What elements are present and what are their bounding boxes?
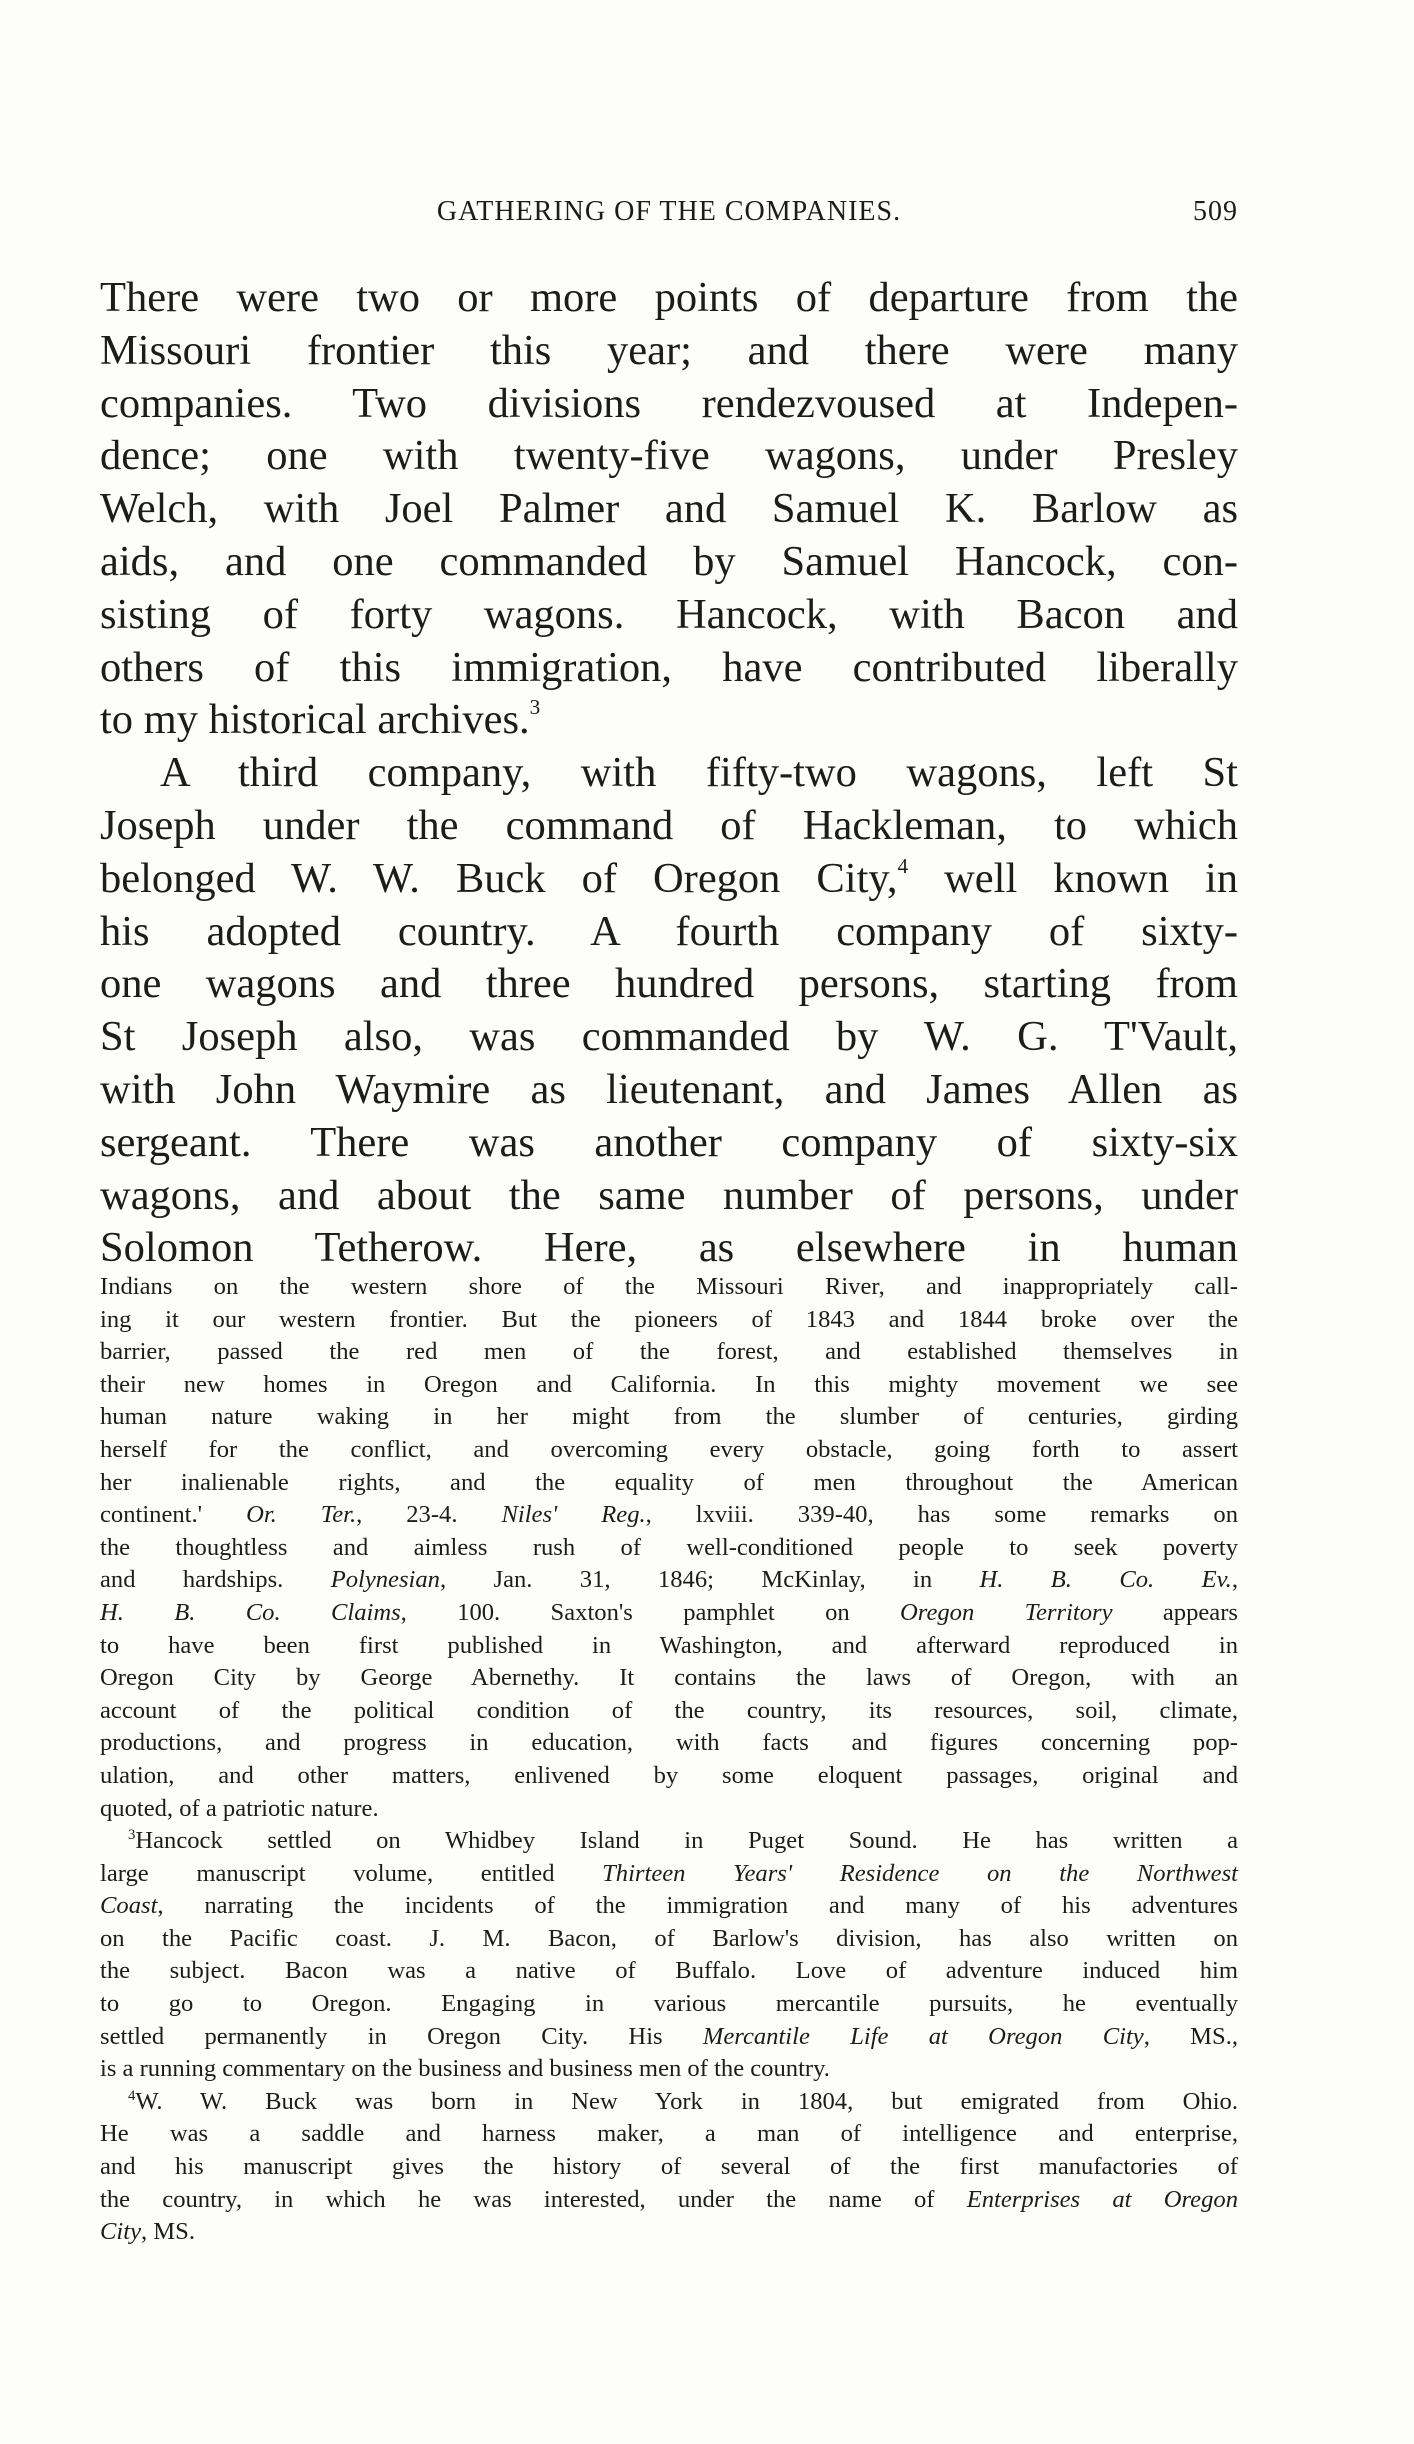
text-line: A third company, with fifty-two wagons, left St xyxy=(160,749,1238,797)
footnotes xyxy=(100,1271,1238,2249)
text-fragment: Hancock settled on Whidbey Island in Puget Sound. He has written a xyxy=(135,1827,1238,1855)
footnote-line: her inalienable rights, and the equality of men throughout the American xyxy=(100,1468,1238,1496)
text-line: his adopted country. A fourth company of sixty- xyxy=(100,907,1238,955)
footnote-line: quoted, of a patriotic nature. xyxy=(100,1794,379,1822)
citation-title: Polynesian xyxy=(330,1566,440,1594)
text-fragment: , xyxy=(1231,1566,1238,1594)
citation-title: Or. Ter. xyxy=(246,1501,357,1529)
text-line: companies. Two divisions rendezvoused at Indepen- xyxy=(100,379,1238,427)
footnote-line: barrier, passed the red men of the forest, and established themselves in xyxy=(100,1338,1238,1366)
text-line: sisting of forty wagons. Hancock, with Bacon and xyxy=(100,590,1238,638)
footnote-line xyxy=(100,1499,1238,1532)
citation-title: Niles' Reg. xyxy=(501,1501,646,1529)
footnote-line: to have been first published in Washington, and afterward reproduced in xyxy=(100,1631,1238,1659)
text-fragment: continent.' xyxy=(100,1501,247,1529)
footnote-line xyxy=(100,1597,1238,1630)
footnote-line: and his manuscript gives the history of several of the first manufactories of xyxy=(100,2153,1238,2181)
text-line: Joseph under the command of Hackleman, to which xyxy=(100,801,1238,849)
text-line: St Joseph also, was commanded by W. G. T'Vault, xyxy=(100,1013,1238,1061)
text-fragment: well known in xyxy=(908,854,1239,902)
footnote-line: the thoughtless and aimless rush of well-conditioned people to seek poverty xyxy=(100,1533,1238,1561)
text-line: Solomon Tetherow. Here, as elsewhere in human xyxy=(100,1224,1238,1272)
citation-title: Oregon Territory xyxy=(900,1598,1113,1626)
footnote-line xyxy=(100,2216,1238,2249)
running-head-title: GATHERING OF THE COMPANIES. xyxy=(436,196,902,227)
text-fragment: W. W. Buck was born in New York in 1804, but emigrated from Ohio. xyxy=(135,2087,1238,2115)
text-line: Welch, with Joel Palmer and Samuel K. Barlow as xyxy=(100,485,1238,533)
text-fragment: appears xyxy=(1112,1598,1238,1626)
footnote-line: their new homes in Oregon and California. In this mighty movement we see xyxy=(100,1370,1238,1398)
footnote-line xyxy=(100,1825,1238,1858)
text-line: aids, and one commanded by Samuel Hancock, con- xyxy=(100,537,1238,585)
text-fragment: , narrating the incidents of the immigration and many of his adventures xyxy=(157,1892,1238,1920)
footnote-line: herself for the conflict, and overcoming every obstacle, going forth to assert xyxy=(100,1435,1238,1463)
footnote-line: the subject. Bacon was a native of Buffalo. Love of adventure induced him xyxy=(100,1957,1238,1985)
citation-title: City xyxy=(100,2218,141,2246)
text-line xyxy=(100,853,1238,906)
text-line: one wagons and three hundred persons, starting from xyxy=(100,960,1238,1008)
footnote-line: He was a saddle and harness maker, a man of intelligence and enterprise, xyxy=(100,2120,1238,2148)
text-line: There were two or more points of departure from the xyxy=(100,274,1238,321)
citation-title: Coast xyxy=(100,1892,158,1920)
page-number: 509 xyxy=(1193,196,1238,227)
text-line: dence; one with twenty-five wagons, under Presley xyxy=(100,432,1238,480)
citation-title: Enterprises at Oregon xyxy=(966,2185,1238,2213)
footnote-line xyxy=(100,2021,1238,2054)
text-fragment: , Jan. 31, 1846; McKinlay, in xyxy=(439,1566,980,1594)
citation-title: H. B. Co. Claims xyxy=(100,1598,401,1626)
footnote-marker-3: 3 xyxy=(128,1827,136,1844)
citation-title: Thirteen Years' Residence on the Northwest xyxy=(602,1859,1238,1887)
footnote-line: ulation, and other matters, enlivened by some eloquent passages, original and xyxy=(100,1761,1238,1789)
text-line xyxy=(100,694,1238,747)
footnote-line: human nature waking in her might from the slumber of centuries, girding xyxy=(100,1403,1238,1431)
footnote-ref-3: 3 xyxy=(529,695,541,720)
text-fragment: to my historical archives. xyxy=(100,696,530,744)
text-fragment: belonged W. W. Buck of Oregon City, xyxy=(100,854,898,902)
footnote-line xyxy=(100,2086,1238,2119)
citation-title: H. B. Co. Ev. xyxy=(979,1566,1232,1594)
running-head xyxy=(100,196,1238,236)
footnote-line xyxy=(100,1890,1238,1923)
text-fragment: , MS. xyxy=(141,2218,195,2246)
text-fragment: , 23-4. xyxy=(356,1501,502,1529)
text-line: with John Waymire as lieutenant, and James Allen as xyxy=(100,1065,1238,1113)
footnote-line: is a running commentary on the business and business men of the country. xyxy=(100,2055,830,2083)
footnote-line: on the Pacific coast. J. M. Bacon, of Barlow's division, has also written on xyxy=(100,1924,1238,1952)
footnote-line: account of the political condition of the country, its resources, soil, climate, xyxy=(100,1696,1238,1724)
main-text xyxy=(100,272,1238,1275)
text-fragment: large manuscript volume, entitled xyxy=(100,1859,603,1887)
footnote-line: Indians on the western shore of the Missouri River, and inappropriately call- xyxy=(100,1273,1238,1300)
footnote-line xyxy=(100,1858,1238,1891)
text-line: wagons, and about the same number of persons, under xyxy=(100,1171,1238,1219)
footnote-line: ing it our western frontier. But the pioneers of 1843 and 1844 broke over the xyxy=(100,1305,1238,1333)
text-line: sergeant. There was another company of sixty-six xyxy=(100,1118,1238,1166)
text-line: others of this immigration, have contributed liberally xyxy=(100,643,1238,691)
citation-title: Mercantile Life at Oregon City xyxy=(702,2022,1144,2050)
footnote-line: Oregon City by George Abernethy. It contains the laws of Oregon, with an xyxy=(100,1664,1238,1692)
footnote-line xyxy=(100,2184,1238,2217)
text-fragment: settled permanently in Oregon City. His xyxy=(100,2022,703,2050)
text-fragment: , lxviii. 339-40, has some remarks on xyxy=(645,1501,1239,1529)
text-fragment: , MS., xyxy=(1143,2022,1238,2050)
text-fragment: , 100. Saxton's pamphlet on xyxy=(400,1598,901,1626)
footnote-line: productions, and progress in education, with facts and figures concerning pop- xyxy=(100,1729,1238,1757)
text-line: Missouri frontier this year; and there were many xyxy=(100,326,1238,374)
footnote-line: to go to Oregon. Engaging in various mercantile pursuits, he eventually xyxy=(100,1990,1238,2018)
text-fragment: and hardships. xyxy=(100,1566,331,1594)
text-fragment: the country, in which he was interested, under the name of xyxy=(100,2185,967,2213)
footnote-ref-4: 4 xyxy=(897,853,909,878)
footnote-marker-4: 4 xyxy=(128,2088,136,2104)
footnote-line xyxy=(100,1564,1238,1597)
